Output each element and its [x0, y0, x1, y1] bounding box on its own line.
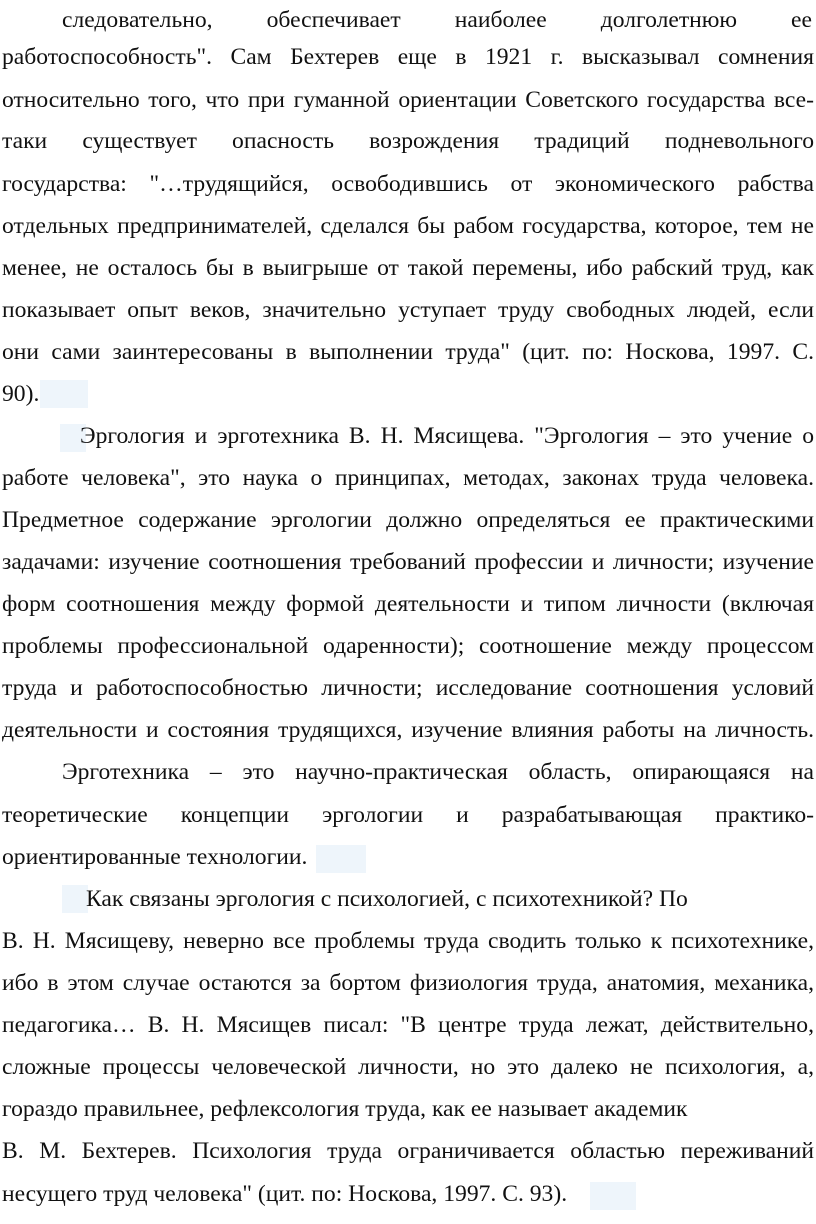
text-line: ориентированные технологии. — [2, 844, 308, 870]
text-line: Как связаны эргология с психологией, с психотехникой? По — [86, 886, 688, 912]
text-line: теоретические концепции эргологии и разрабатывающая практико- — [2, 802, 814, 828]
text-line: В. Н. Мясищеву, неверно все проблемы труда сводить только к психотехнике, — [2, 928, 814, 954]
text-line: педагогика… В. Н. Мясищев писал: "В центре труда лежат, действительно, — [2, 1012, 814, 1038]
text-line: труда и работоспособностью личности; исследование соотношения условий — [2, 675, 814, 701]
text-line: сложные процессы человеческой личности, но это далеко не психология, а, — [2, 1054, 814, 1080]
text-line: 90). — [2, 381, 40, 407]
text-line: В. М. Бехтерев. Психология труда ограничивается областью переживаний — [2, 1138, 814, 1164]
text-line: они сами заинтересованы в выполнении труда" (цит. по: Носкова, 1997. С. — [2, 339, 814, 365]
text-line: таки существует опасность возрождения традиций подневольного — [2, 128, 814, 154]
text-line: Предметное содержание эргологии должно определяться ее практическими — [2, 507, 814, 533]
text-line: работоспособность". Сам Бехтерев еще в 1921 г. высказывал сомнения — [2, 44, 814, 70]
text-line: показывает опыт веков, значительно уступает труду свободных людей, если — [2, 297, 814, 323]
text-line: несущего труд человека" (цит. по: Носкова, 1997. С. 93). — [2, 1181, 568, 1207]
text-line: деятельности и состояния трудящихся, изучение влияния работы на личность. — [2, 717, 814, 743]
text-line: следовательно, обеспечивает наиболее долголетнюю ее — [62, 7, 812, 33]
text-line: форм соотношения между формой деятельности и типом личности (включая — [2, 591, 814, 617]
text-line: проблемы профессиональной одаренности); соотношение между процессом — [2, 633, 814, 659]
text-line: относительно того, что при гуманной ориентации Советского государства все- — [2, 87, 814, 113]
text-line: Эрготехника – это научно-практическая область, опирающаяся на — [62, 759, 814, 785]
text-line: задачами: изучение соотношения требований профессии и личности; изучение — [2, 549, 814, 575]
text-line: работе человека", это наука о принципах, методах, законах труда человека. — [2, 465, 814, 491]
text-line: ибо в этом случае остаются за бортом физиология труда, анатомия, механика, — [2, 970, 814, 996]
text-line: отдельных предпринимателей, сделался бы рабом государства, которое, тем не — [2, 213, 814, 239]
text-line: государства: "…трудящийся, освободившись от экономического рабства — [2, 171, 814, 197]
text-line: гораздо правильнее, рефлексология труда, как ее называет академик — [2, 1096, 688, 1122]
highlight-mark — [62, 885, 88, 913]
text-line: Эргология и эрготехника В. Н. Мясищева. "Эргология – это учение о — [80, 423, 814, 449]
text-line: менее, не осталось бы в выигрыше от такой перемены, ибо рабский труд, как — [2, 255, 814, 281]
